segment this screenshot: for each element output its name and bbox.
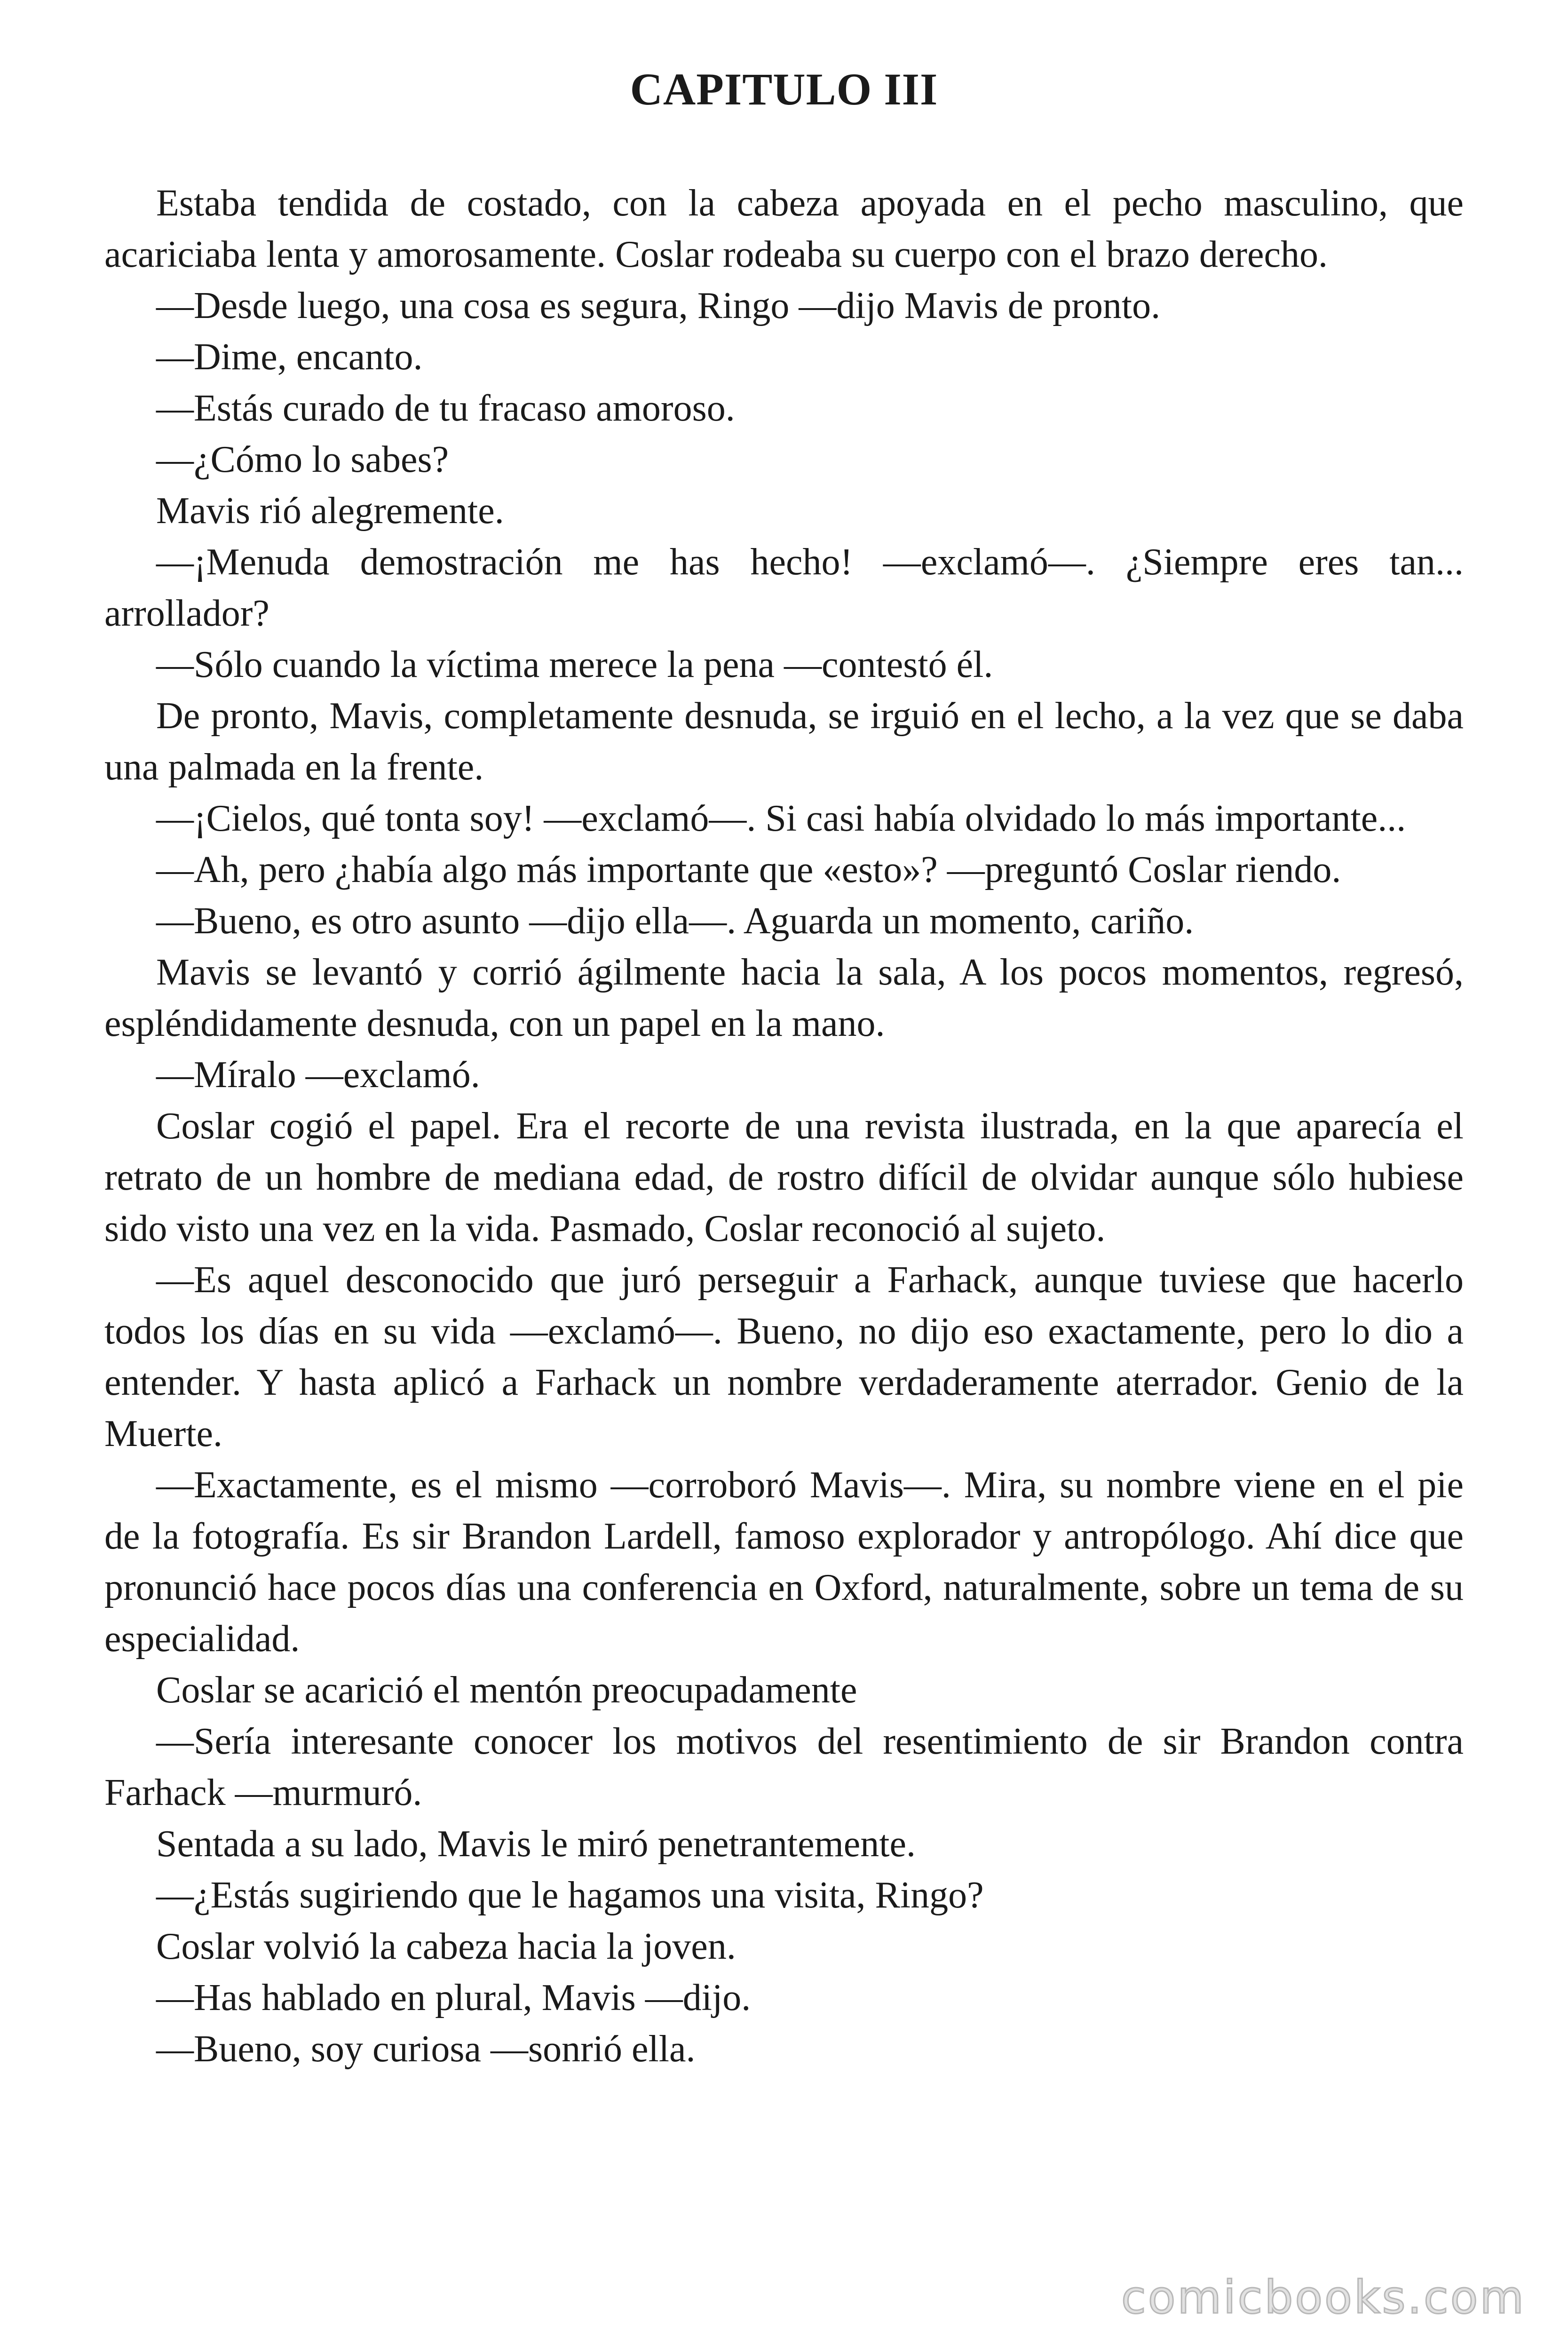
- paragraph: —¡Cielos, qué tonta soy! —exclamó—. Si casi había olvidado lo más importante...: [156, 798, 1406, 839]
- paragraph: —Desde luego, una cosa es segura, Ringo —dijo Mavis de pronto.: [156, 285, 1161, 326]
- watermark: comicbooks.com: [1121, 2271, 1526, 2324]
- paragraph: —Estás curado de tu fracaso amoroso.: [156, 388, 735, 429]
- paragraph: —Dime, encanto.: [156, 336, 423, 378]
- paragraph: Estaba tendida de costado, con la cabeza apoyada en el pecho masculino, que acariciaba lenta y amorosamente. Coslar rodeaba su cuerpo con el brazo derecho.: [104, 183, 1464, 275]
- paragraph: —Bueno, es otro asunto —dijo ella—. Aguarda un momento, cariño.: [156, 900, 1194, 942]
- paragraph: —Sólo cuando la víctima merece la pena —contestó él.: [156, 644, 993, 685]
- chapter-title: CAPITULO III: [630, 64, 938, 114]
- paragraph: Sentada a su lado, Mavis le miró penetrantemente.: [156, 1823, 916, 1865]
- body-text: [104, 178, 1464, 2075]
- paragraph: Coslar se acarició el mentón preocupadamente: [156, 1669, 857, 1711]
- paragraph: —Es aquel desconocido que juró perseguir a Farhack, aunque tuviese que hacerlo todos los días en su vida —exclamó—. Bueno, no dijo eso exactamente, pero lo dio a entender. Y hasta aplicó a Farhack un nombre verdaderamente aterrador. Genio de la Muerte.: [104, 1259, 1464, 1454]
- paragraph: Coslar cogió el papel. Era el recorte de una revista ilustrada, en la que aparecía el retrato de un hombre de mediana edad, de rostro difícil de olvidar aunque sólo hubiese sido visto una vez en la vida. Pasmado, Coslar reconoció al sujeto.: [104, 1105, 1464, 1249]
- paragraph: —Sería interesante conocer los motivos del resentimiento de sir Brandon contra Farhack —murmuró.: [104, 1721, 1464, 1813]
- paragraph: Coslar volvió la cabeza hacia la joven.: [156, 1926, 736, 1967]
- paragraph: De pronto, Mavis, completamente desnuda, se irguió en el lecho, a la vez que se daba una palmada en la frente.: [104, 695, 1464, 788]
- paragraph: —Míralo —exclamó.: [156, 1054, 480, 1096]
- paragraph: —¿Estás sugiriendo que le hagamos una visita, Ringo?: [156, 1875, 984, 1916]
- paragraph: —Has hablado en plural, Mavis —dijo.: [156, 1977, 751, 2018]
- document-page: [104, 61, 1464, 2075]
- paragraph: —Exactamente, es el mismo —corroboró Mavis—. Mira, su nombre viene en el pie de la fotografía. Es sir Brandon Lardell, famoso explorador y antropólogo. Ahí dice que pronunció hace pocos días una conferencia en Oxford, naturalmente, sobre un tema de su especialidad.: [104, 1464, 1464, 1660]
- paragraph: Mavis se levantó y corrió ágilmente hacia la sala, A los pocos momentos, regresó, espléndidamente desnuda, con un papel en la mano.: [104, 952, 1464, 1044]
- paragraph: —Ah, pero ¿había algo más importante que «esto»? —preguntó Coslar riendo.: [156, 849, 1341, 890]
- paragraph: —Bueno, soy curiosa —sonrió ella.: [156, 2028, 696, 2070]
- paragraph: Mavis rió alegremente.: [156, 490, 504, 532]
- paragraph: —¿Cómo lo sabes?: [156, 439, 449, 480]
- paragraph: —¡Menuda demostración me has hecho! —exclamó—. ¿Siempre eres tan... arrollador?: [104, 541, 1464, 634]
